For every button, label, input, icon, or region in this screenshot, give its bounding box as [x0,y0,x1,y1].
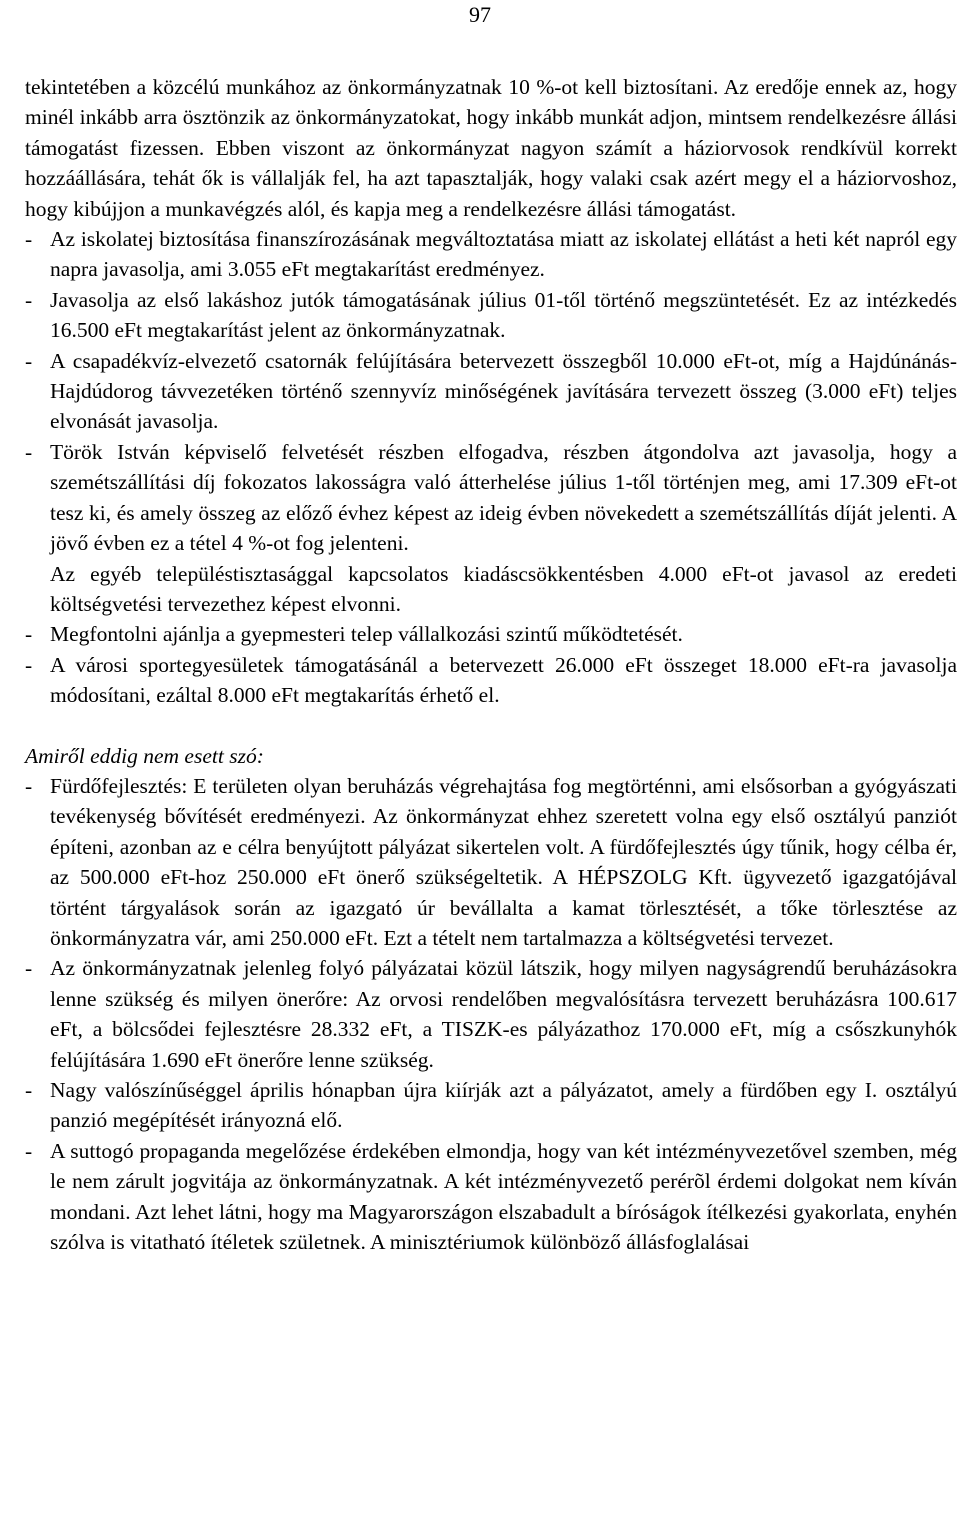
list-dash: - [25,348,33,373]
list-item [25,1075,957,1136]
document-body [25,72,957,1257]
list-item [25,285,957,346]
list-item-text: A városi sportegyesületek támogatásánál a betervezett 26.000 eFt összeget 18.000 eFt-ra javasolja módosítani, ezáltal 8.000 eFt megtakarítás érhető el. [50,652,957,708]
list-dash: - [25,1138,33,1163]
list-item [25,437,957,559]
list-item-text: Török István képviselő felvetését részben elfogadva, részben átgondolva azt javasolja, hogy a szemétszállítási díj fokozatos lakosságra való átterhelése július 1-től történjen meg, ami 17.309 eFt-ot tesz ki, és amely összeg az előző évhez képest az ideig évben növekedett a szemétszállítás díját jelenti. A jövő évben ez a tétel 4 %-ot fog jelenteni. [50,439,957,556]
section-heading: Amiről eddig nem esett szó: [25,743,264,768]
page-number: 97 [469,2,491,27]
list-item [25,619,957,649]
list-item [25,346,957,437]
list-dash: - [25,1078,33,1102]
list-item-text: Az önkormányzatnak jelenleg folyó pályázatai közül látszik, hogy milyen nagyságrendű beruházásokra lenne szükség és milyen önerőre: Az orvosi rendelőben megvalósításra tervezett beruházásra 100.617 eFt, a bölcsődei fejlesztésre 28.332 eFt, a TISZK-es pályázathoz 170.000 eFt, míg a csőszkunyhók felújítására 1.690 eFt önerőre lenne szükség. [50,956,957,1072]
list-dash: - [25,652,33,677]
list-dash: - [25,956,33,981]
list-item [25,224,957,285]
list-dash: - [25,622,33,647]
list-dash: - [25,287,33,312]
list-item-text: Megfontolni ajánlja a gyepmesteri telep vállalkozási szintű működtetését. [50,622,683,647]
list-item [25,650,957,711]
indented-paragraph: Az egyéb településtisztasággal kapcsolatos kiadáscsökkentésben 4.000 eFt-ot javasol az eredeti költségvetési tervezethez képest elvonni. [50,561,957,616]
list-item [25,1136,957,1258]
list-item-text: Javasolja az első lakáshoz jutók támogatásának július 01-től történő megszüntetését. Ez az intézkedés 16.500 eFt megtakarítást jelent az önkormányzatnak. [50,287,957,343]
list-item [25,953,957,1075]
list-item [25,771,957,953]
list-dash: - [25,439,33,464]
list-dash: - [25,773,33,798]
list-item-text: Az iskolatej biztosítása finanszírozásának megváltoztatása miatt az iskolatej ellátást a heti két napról egy napra javasolja, ami 3.055 eFt megtakarítást eredményez. [50,227,957,282]
list-dash: - [25,227,33,252]
intro-paragraph: tekintetében a közcélú munkához az önkormányzatnak 10 %-ot kell biztosítani. Az eredője ennek az, hogy minél inkább arra ösztönzik az önkormányzatokat, hogy inkább munkát adjon, mintsem rendelkezésre állási támogatást fizessen. Ebben viszont az önkormányzat nagyon számít a háziorvosok rendkívül korrekt hozzáállására, tehát ők is vállalják fel, ha azt tapasztalják, hogy valaki csak azért megy el a háziorvoshoz, hogy kibújjon a munkavégzés alól, és kapja meg a rendelkezésre állási támogatást. [25,75,957,221]
list-item-text: A suttogó propaganda megelőzése érdekében elmondja, hogy van két intézményvezetővel szemben, még le nem zárult jogvitája az önkormányzatnak. A két intézményvezető perérõl érdemi dolgokat nem kíván mondani. Azt lehet látni, hogy ma Magyarországon elszabadult a bíróságok ítélkezési gyakorlata, enyhén szólva is vitatható ítéletek születnek. A minisztériumok különböző állásfoglalásai [50,1138,957,1255]
list-item-text: Nagy valószínűséggel április hónapban újra kiírják azt a pályázatot, amely a fürdőben egy I. osztályú panzió megépítését irányozná elő. [50,1078,957,1133]
list-item-text: A csapadékvíz-elvezető csatornák felújítására betervezett összegből 10.000 eFt-ot, míg a Hajdúnánás-Hajdúdorog távvezetéken történő szennyvíz minőségének javítására tervezett összeg (3.000 eFt) teljes elvonását javasolja. [50,348,957,434]
list-item-text: Fürdőfejlesztés: E területen olyan beruházás végrehajtása fog megtörténni, ami elsősorban a gyógyászati tevékenység bővítését eredményezi. Az önkormányzat ehhez szeretett volna egy első osztályú panziót építeni, azonban az e célra benyújtott pályázat sikertelen volt. A fürdőfejlesztés úgy tűnik, hogy célba ér, az 500.000 eFt-hoz 250.000 eFt önerő szükségeltetik. A HÉPSZOLG Kft. ügyvezető igazgatójával történt tárgyalások során az igazgató úr bevállalta a kamat törlesztését, a tőke törlesztése az önkormányzatra vár, ami 250.000 eFt. Ezt a tételt nem tartalmazza a költségvetési tervezet. [50,773,957,950]
